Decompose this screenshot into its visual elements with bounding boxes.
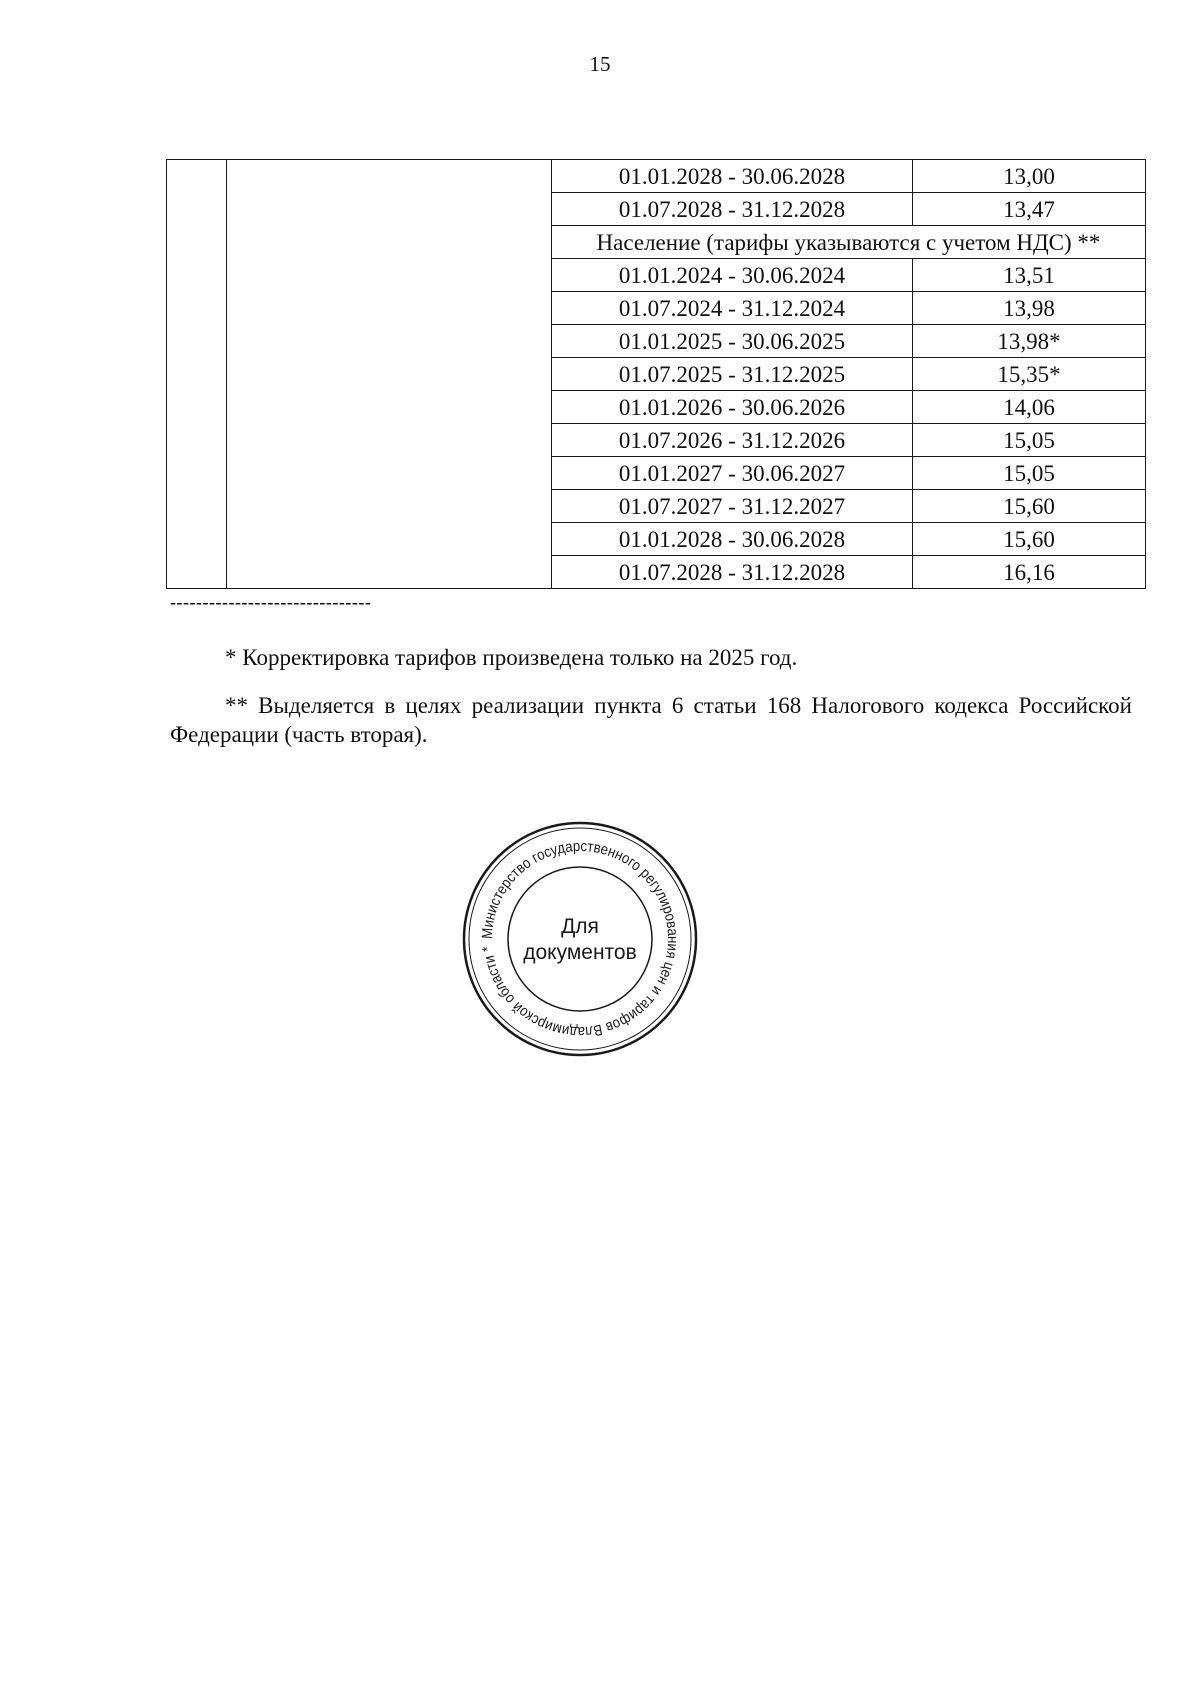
tariff-value-cell: 15,60 bbox=[913, 523, 1146, 556]
period-cell: 01.01.2028 - 30.06.2028 bbox=[552, 523, 913, 556]
stamp-ring-text: Министерство государственного регулирования цен и тарифов Владимирской области * bbox=[478, 837, 682, 1041]
tariff-value-cell: 13,00 bbox=[913, 160, 1146, 193]
tariff-value-cell: 13,47 bbox=[913, 193, 1146, 226]
tariff-value-cell: 13,98* bbox=[913, 325, 1146, 358]
period-cell: 01.01.2024 - 30.06.2024 bbox=[552, 259, 913, 292]
tariff-value-cell: 15,05 bbox=[913, 424, 1146, 457]
stamp-outer-ring bbox=[464, 823, 696, 1055]
period-cell: 01.01.2027 - 30.06.2027 bbox=[552, 457, 913, 490]
tariff-value-cell: 13,51 bbox=[913, 259, 1146, 292]
period-cell: 01.01.2026 - 30.06.2026 bbox=[552, 391, 913, 424]
ministry-seal-stamp bbox=[460, 819, 700, 1059]
number-cell bbox=[167, 160, 227, 589]
period-cell: 01.01.2028 - 30.06.2028 bbox=[552, 160, 913, 193]
stamp-center-line-1: Для bbox=[561, 915, 599, 938]
tariff-value-cell: 13,98 bbox=[913, 292, 1146, 325]
tariff-value-cell: 15,60 bbox=[913, 490, 1146, 523]
stamp-outer-ring-inner bbox=[469, 828, 691, 1050]
period-cell: 01.07.2028 - 31.12.2028 bbox=[552, 193, 913, 226]
period-cell: 01.07.2027 - 31.12.2027 bbox=[552, 490, 913, 523]
tariff-value-cell: 15,35* bbox=[913, 358, 1146, 391]
period-cell: 01.07.2028 - 31.12.2028 bbox=[552, 556, 913, 589]
period-cell: 01.07.2026 - 31.12.2026 bbox=[552, 424, 913, 457]
footnote-2: ** Выделяется в целях реализации пункта 6 статьи 168 Налогового кодекса Российской Федерации (часть вторая). bbox=[170, 693, 1132, 747]
section-header-cell: Население (тарифы указываются с учетом НДС) ** bbox=[552, 226, 1146, 259]
name-cell bbox=[227, 160, 552, 589]
tariff-value-cell: 16,16 bbox=[913, 556, 1146, 589]
period-cell: 01.07.2025 - 31.12.2025 bbox=[552, 358, 913, 391]
period-cell: 01.01.2025 - 30.06.2025 bbox=[552, 325, 913, 358]
tariff-value-cell: 14,06 bbox=[913, 391, 1146, 424]
stamp-inner-ring bbox=[508, 867, 652, 1011]
table-row bbox=[167, 160, 1146, 193]
page-number: 15 bbox=[589, 52, 611, 76]
period-cell: 01.07.2024 - 31.12.2024 bbox=[552, 292, 913, 325]
footnote-separator: ------------------------------- bbox=[170, 592, 372, 612]
footnote-1: * Корректировка тарифов произведена только на 2025 год. bbox=[225, 645, 798, 670]
tariff-table bbox=[166, 159, 1146, 589]
tariff-value-cell: 15,05 bbox=[913, 457, 1146, 490]
stamp-center-line-2: документов bbox=[523, 941, 637, 964]
